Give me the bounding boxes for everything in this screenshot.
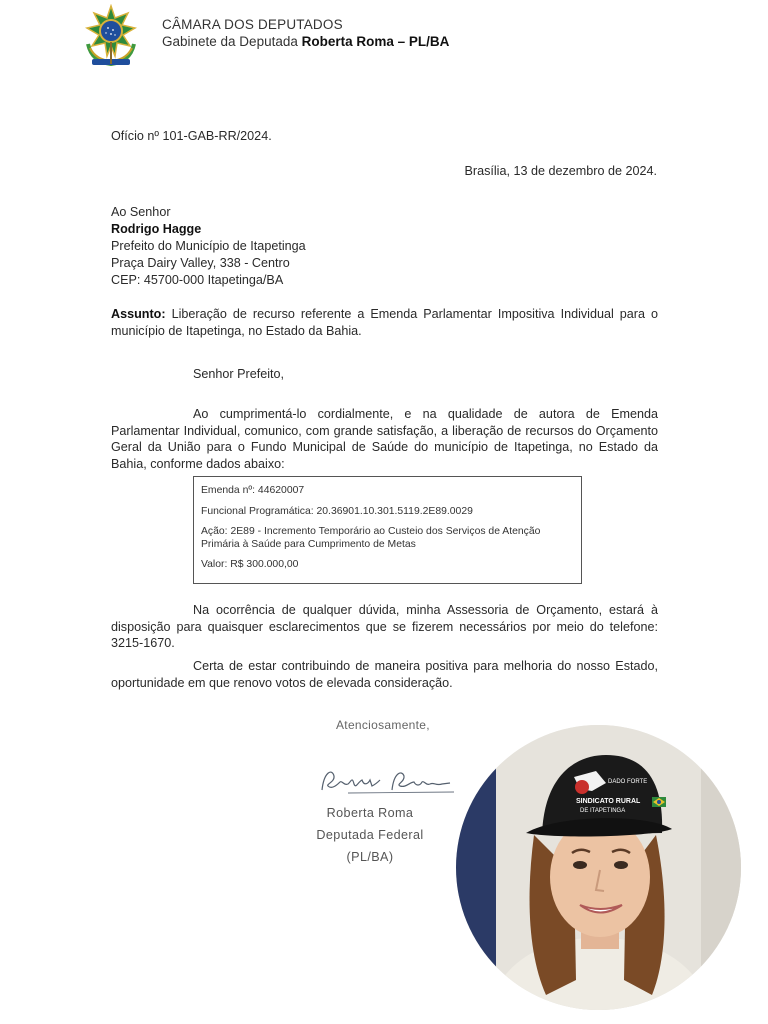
amendment-details-box	[193, 476, 582, 584]
addressee-block	[111, 204, 306, 289]
addressee-name: Rodrigo Hagge	[111, 222, 202, 236]
office-line	[162, 33, 449, 50]
programmatic-code: Funcional Programática: 20.36901.10.301.5119.2E89.0029	[201, 505, 473, 517]
addressee-address: Praça Dairy Valley, 338 - Centro	[111, 256, 290, 270]
office-prefix: Gabinete da Deputada	[162, 34, 298, 49]
action-description: Ação: 2E89 - Incremento Temporário ao Custeio dos Serviços de Atenção Primária à Saúde para Cumprimento de Metas	[201, 526, 541, 550]
letter-reference: Ofício nº 101-GAB-RR/2024.	[111, 129, 272, 143]
office-name: Roberta Roma – PL/BA	[301, 34, 450, 49]
brazil-coat-of-arms-icon	[78, 4, 144, 70]
signer-party: (PL/BA)	[346, 850, 394, 864]
portrait-illustration	[456, 725, 741, 1010]
letter-date: Brasília, 13 de dezembro de 2024.	[464, 164, 657, 178]
subject-text: Liberação de recurso referente a Emenda Parlamentar Impositiva Individual para o município de Itapetinga, no Estado da Bahia.	[111, 307, 659, 338]
paragraph-3: Certa de estar contribuindo de maneira positiva para melhoria do nosso Estado, oportunidade em que renovo votos de elevada consideração.	[111, 659, 658, 690]
brazil-flag-icon	[652, 797, 666, 807]
signer-name: Roberta Roma	[326, 806, 414, 820]
deputy-photo	[456, 725, 741, 1010]
addressee-title: Prefeito do Município de Itapetinga	[111, 239, 306, 253]
cap-city-text: DE ITAPETINGA	[580, 808, 626, 814]
signer-block	[300, 802, 440, 868]
addressee-cep: CEP: 45700-000 Itapetinga/BA	[111, 273, 284, 287]
cap-union-text: SINDICATO RURAL	[576, 798, 641, 805]
addressee-salutation: Ao Senhor	[111, 205, 171, 219]
amendment-number: Emenda nº: 44620007	[201, 485, 305, 496]
subject-line	[111, 306, 658, 339]
subject-label: Assunto:	[111, 307, 166, 321]
institution-name: CÂMARA DOS DEPUTADOS	[162, 17, 343, 32]
closing-phrase: Atenciosamente,	[336, 718, 430, 732]
greeting: Senhor Prefeito,	[193, 367, 285, 381]
letterhead	[162, 16, 449, 50]
amount-value: Valor: R$ 300.000,00	[201, 559, 299, 570]
paragraph-2: Na ocorrência de qualquer dúvida, minha Assessoria de Orçamento, estará à disposição para quaisquer esclarecimentos que se fizerem necessários por meio do telefone: 3215-1670.	[111, 603, 658, 650]
handwritten-signature	[318, 762, 458, 798]
signer-role: Deputada Federal	[316, 828, 424, 842]
cap-brand-text: DADO FORTE	[608, 779, 648, 785]
paragraph-1: Ao cumprimentá-lo cordialmente, e na qualidade de autora de Emenda Parlamentar Individual, comunico, com grande satisfação, a liberação de recursos do Orçamento Geral da União para o Fundo Municipal de Saúde do município de Itapetinga, no Estado da Bahia, conforme dados abaixo:	[111, 407, 658, 471]
